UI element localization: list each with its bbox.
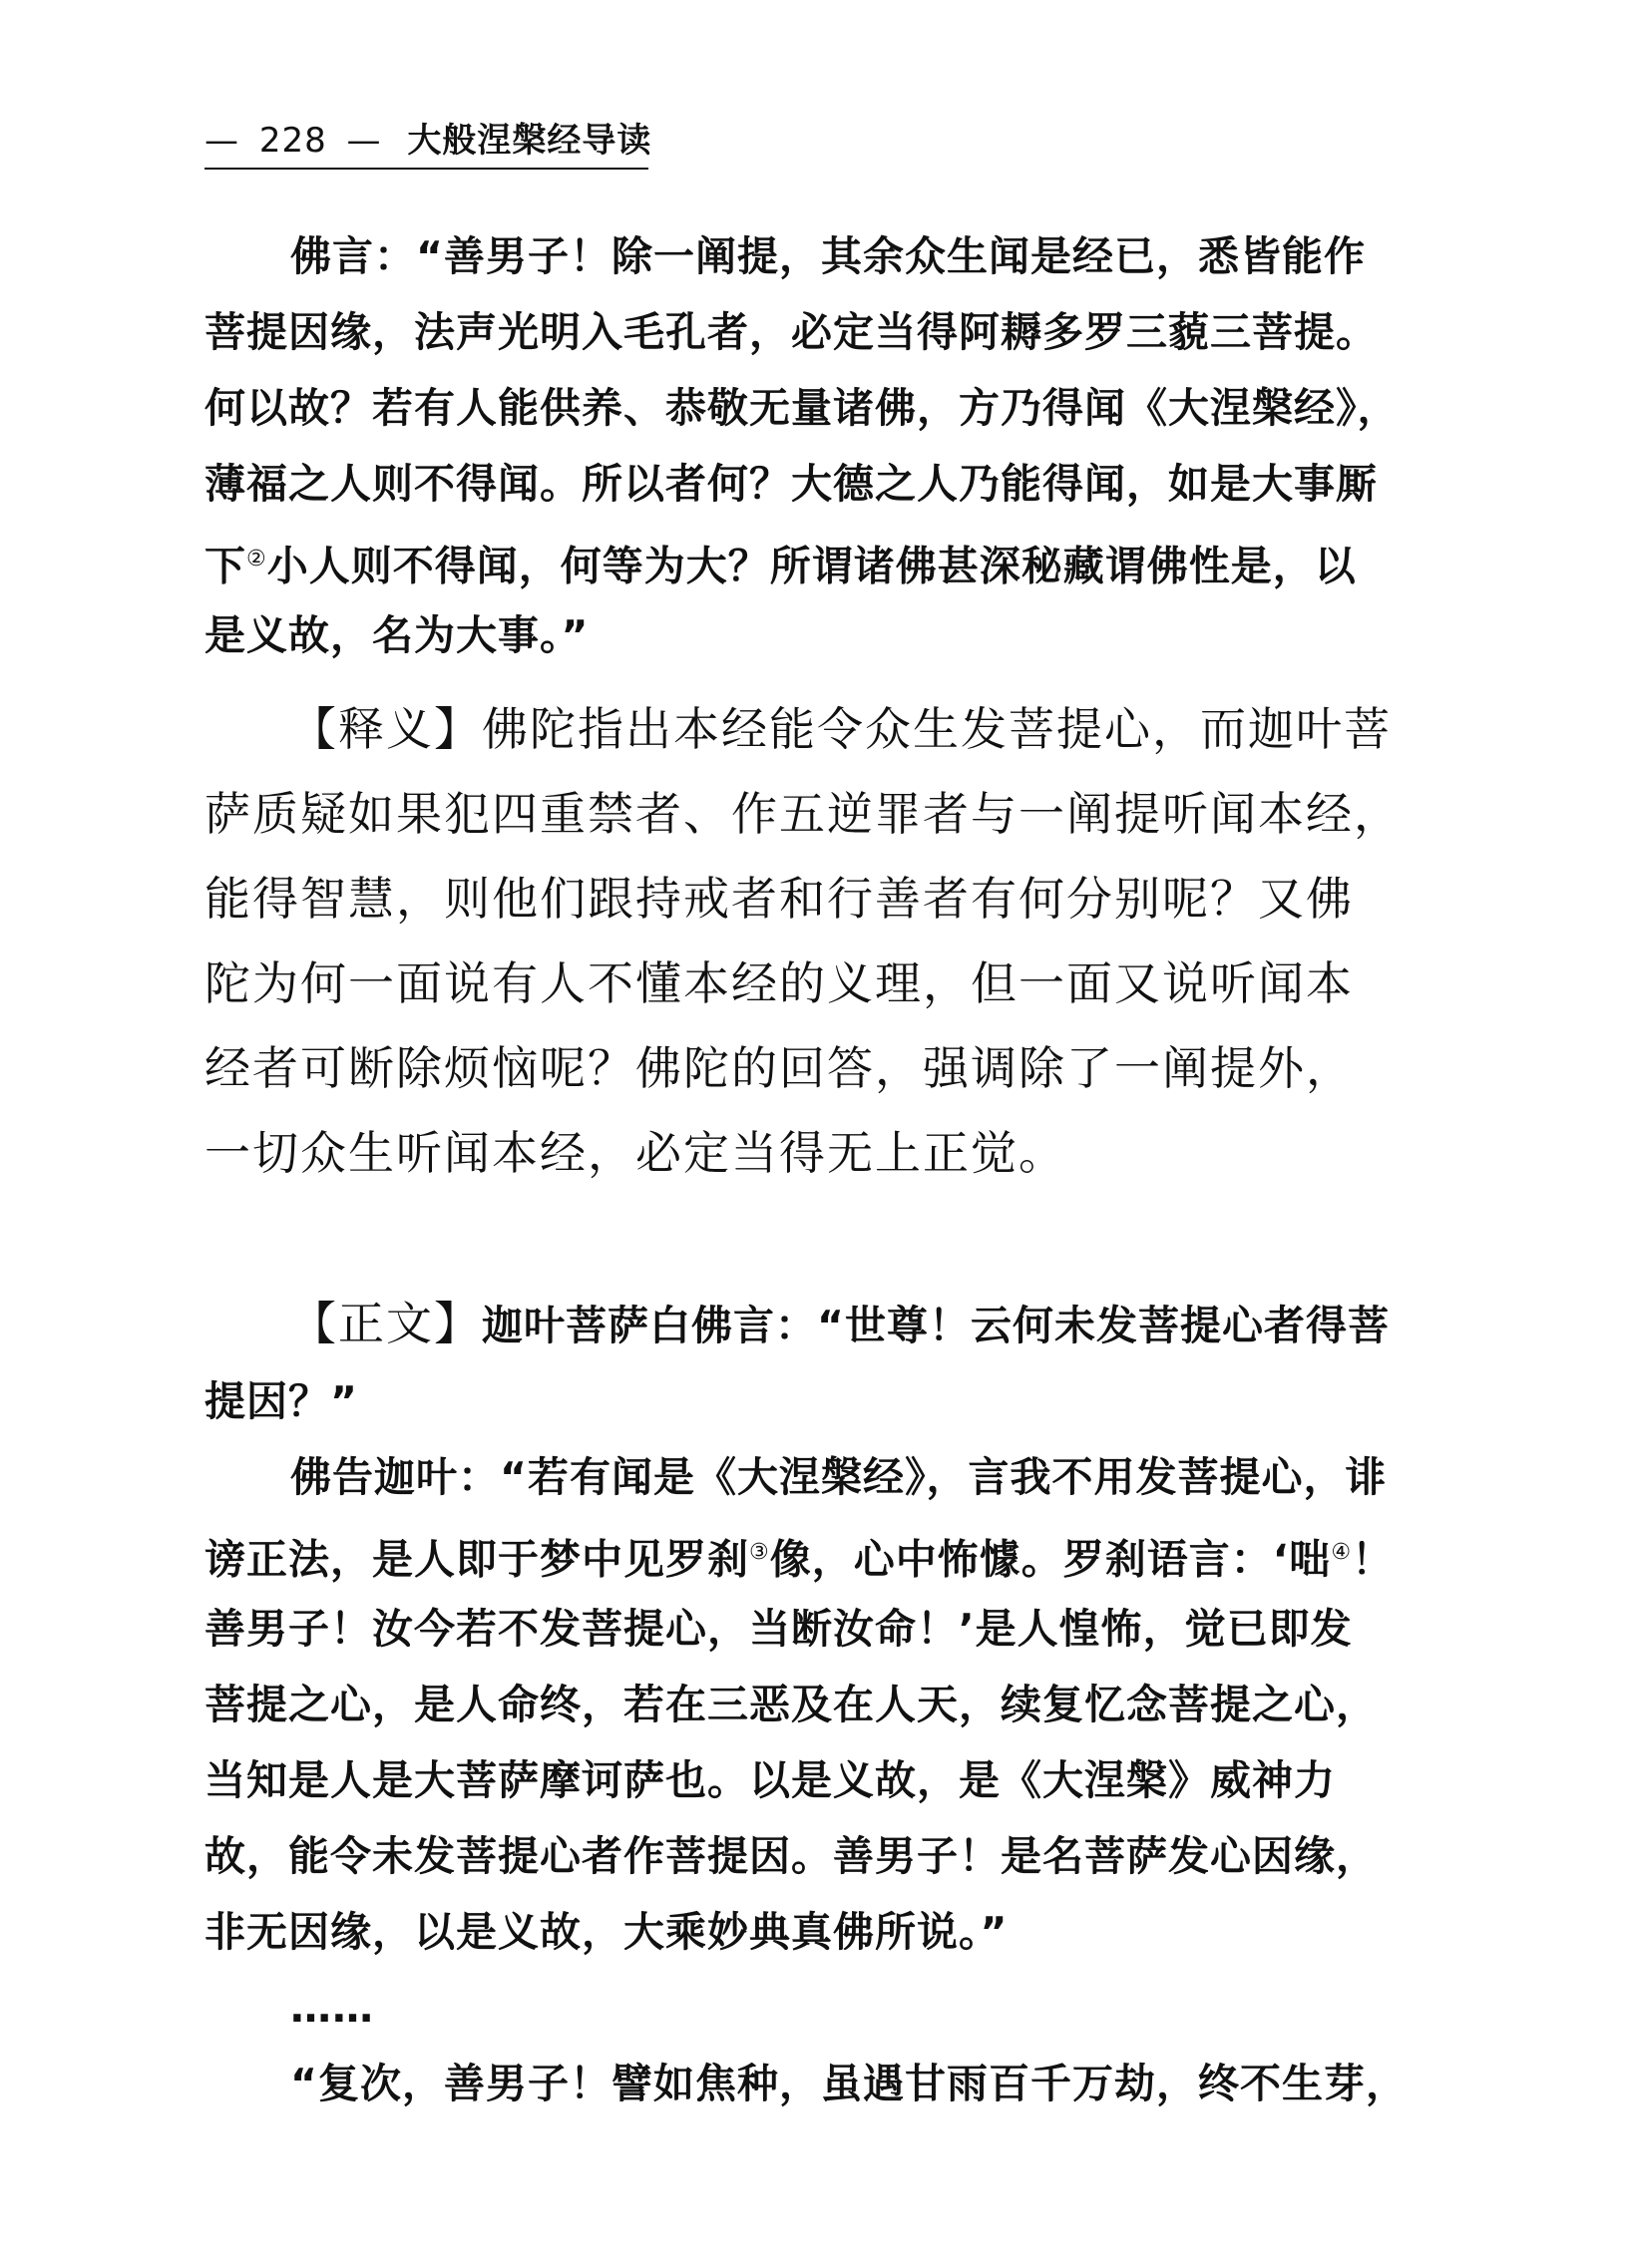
- book-title: 大般涅槃经导读: [407, 121, 652, 161]
- main-text-line-2: 提因？”: [204, 1377, 358, 1425]
- para2-line-2-mid: 像，心中怖懅。罗刹语言：‘咄: [769, 1535, 1332, 1584]
- para2-line-2-start: 谤正法，是人即于梦中见罗刹: [204, 1535, 749, 1584]
- para2-line-3: 善男子！汝今若不发菩提心，当断汝命！’是人惶怖，觉已即发: [204, 1605, 1353, 1653]
- footnote-marker-4[interactable]: ④: [1331, 1540, 1353, 1565]
- para2-line-7: 非无因缘，以是义故，大乘妙典真佛所说。”: [204, 1908, 1009, 1956]
- para2-line-4: 菩提之心，是人命终，若在三恶及在人天，续复忆念菩提之心，: [204, 1681, 1378, 1728]
- commentary-line-3: 能得智慧，则他们跟持戒者和行善者有何分别呢？又佛: [204, 872, 1354, 926]
- header-dash-left: —: [204, 121, 239, 161]
- page-number: 228: [258, 121, 327, 161]
- main-text-line-1: [204, 1293, 1412, 1358]
- passage1-line-4: 薄福之人则不得闻。所以者何？大德之人乃能得闻，如是大事厮: [204, 460, 1378, 508]
- para2-line-2: [204, 1526, 1412, 1584]
- passage1-line-5-rest: 小人则不得闻，何等为大？所谓诸佛甚深秘藏谓佛性是，以: [266, 542, 1357, 590]
- main-text-line-1-text: 迦叶菩萨白佛言：“世尊！云何未发菩提心者得菩: [482, 1302, 1390, 1349]
- para2-line-6: 故，能令未发菩提心者作菩提因。善男子！是名菩萨发心因缘，: [204, 1832, 1378, 1880]
- commentary-line-2: 萨质疑如果犯四重禁者、作五逆罪者与一阐提听闻本经，: [204, 787, 1402, 841]
- para3-line-1: “复次，善男子！譬如焦种，虽遇甘雨百千万劫，终不生芽，: [290, 2060, 1408, 2107]
- passage1-line-1: 佛言：“善男子！除一阐提，其余众生闻是经已，悉皆能作: [290, 232, 1366, 280]
- footnote-marker-3[interactable]: ③: [749, 1540, 770, 1565]
- passage1-line-3: 何以故？若有人能供养、恭敬无量诸佛，方乃得闻《大涅槃经》，: [204, 384, 1400, 432]
- passage1-line-2: 菩提因缘，法声光明入毛孔者，必定当得阿耨多罗三藐三菩提。: [204, 308, 1378, 356]
- passage1-line-5: [204, 533, 1412, 590]
- passage1-line-5-start: 下: [204, 542, 246, 590]
- header-rule: [204, 168, 648, 170]
- footnote-marker-2[interactable]: ②: [246, 547, 267, 571]
- commentary-line-1-text: 佛陀指出本经能令众生发菩提心，而迦叶菩: [482, 702, 1392, 756]
- commentary-line-5: 经者可断除烦恼呢？佛陀的回答，强调除了一阐提外，: [204, 1041, 1354, 1095]
- para2-line-2-end: ！: [1352, 1535, 1395, 1584]
- header-dash-right: —: [346, 121, 382, 161]
- commentary-line-1: [204, 698, 1412, 764]
- para2-line-1: 佛告迦叶：“若有闻是《大涅槃经》，言我不用发菩提心，诽: [290, 1453, 1388, 1501]
- running-header: [204, 118, 652, 170]
- para2-line-5: 当知是人是大菩萨摩诃萨也。以是义故，是《大涅槃》威神力: [204, 1756, 1336, 1804]
- ellipsis: ……: [290, 1984, 374, 2032]
- passage1-line-6: 是义故，名为大事。”: [204, 611, 590, 659]
- commentary-line-4: 陀为何一面说有人不懂本经的义理，但一面又说听闻本: [204, 956, 1354, 1010]
- commentary-label: 【释义】: [290, 702, 482, 756]
- commentary-line-6: 一切众生听闻本经，必定当得无上正觉。: [204, 1126, 1066, 1180]
- main-text-label: 【正文】: [290, 1297, 482, 1350]
